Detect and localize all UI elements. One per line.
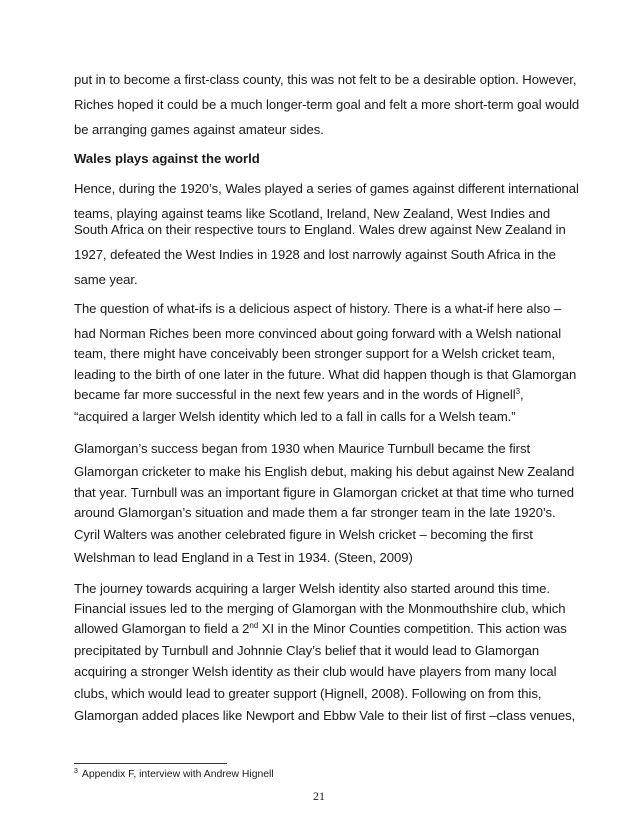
paragraph-3-line-6: “acquired a larger Welsh identity which led to a fall in calls for a Welsh team.” [74,409,516,424]
paragraph-3-line-4: leading to the birth of one later in the future. What did happen though is that Glamorgan [74,367,577,382]
paragraph-5-line-5: acquiring a stronger Welsh identity as their club would have players from many local [74,664,557,679]
paragraph-5-line-3 [74,621,567,637]
footnote-separator [74,763,227,764]
paragraph-3-line-1: The question of what-ifs is a delicious aspect of history. There is a what-if here also – [74,301,562,316]
footnote [74,768,274,781]
paragraph-4-line-6: Welshman to lead England in a Test in 1934. (Steen, 2009) [74,550,413,565]
paragraph-4-line-3: that year. Turnbull was an important figure in Glamorgan cricket at that time who turned [74,485,574,500]
section-heading: Wales plays against the world [74,151,260,166]
paragraph-5-line-3-text: allowed Glamorgan to field a 2 [74,621,250,636]
paragraph-5-line-4: precipitated by Turnbull and Johnnie Clay’s belief that it would lead to Glamorgan [74,643,540,658]
paragraph-4-line-4: around Glamorgan’s situation and made them a far stronger team in the late 1920’s. [74,505,556,520]
paragraph-5-line-1: The journey towards acquiring a larger Welsh identity also started around this time. [74,581,550,596]
paragraph-4-line-1: Glamorgan’s success began from 1930 when Maurice Turnbull became the first [74,441,531,456]
paragraph-2-line-5: same year. [74,272,138,287]
paragraph-5-line-6: clubs, which would lead to greater support (Hignell, 2008). Following on from this, [74,686,542,701]
paragraph-5-line-3-text-after: XI in the Minor Counties competition. This action was [258,621,567,636]
paragraph-3-line-5 [74,387,524,403]
paragraph-5-line-2: Financial issues led to the merging of Glamorgan with the Monmouthshire club, which [74,601,566,616]
paragraph-3-line-5-text: became far more successful in the next few years and in the words of Hignell [74,387,516,402]
paragraph-3-line-5-comma: , [520,387,524,402]
page-number: 21 [313,789,325,803]
paragraph-4-line-2: Glamorgan cricketer to make his English debut, making his debut against New Zealand [74,464,575,479]
paragraph-2-line-3: South Africa on their respective tours to England. Wales drew against New Zealand in [74,222,566,237]
paragraph-3-line-3: team, there might have conceivably been stronger support for a Welsh cricket team, [74,346,556,361]
paragraph-2-line-1: Hence, during the 1920’s, Wales played a series of games against different international [74,181,579,196]
paragraph-5-line-7: Glamorgan added places like Newport and Ebbw Vale to their list of first –class venues, [74,708,576,723]
paragraph-3-line-2: had Norman Riches been more convinced about going forward with a Welsh national [74,326,562,341]
ordinal-superscript: nd [249,621,259,630]
footnote-marker: 3 [74,768,78,775]
paragraph-1-line-3: be arranging games against amateur sides. [74,122,324,137]
paragraph-2-line-2: teams, playing against teams like Scotland, Ireland, New Zealand, West Indies and [74,206,551,221]
paragraph-2-line-4: 1927, defeated the West Indies in 1928 and lost narrowly against South Africa in the [74,247,556,262]
paragraph-4-line-5: Cyril Walters was another celebrated figure in Welsh cricket – becoming the first [74,527,533,542]
footnote-text: Appendix F, interview with Andrew Hignell [81,769,274,780]
footnote-reference-3[interactable]: 3 [515,387,521,396]
paragraph-1-line-1: put in to become a first-class county, this was not felt to be a desirable option. However, [74,72,577,87]
paragraph-1-line-2: Riches hoped it could be a much longer-term goal and felt a more short-term goal would [74,97,580,112]
